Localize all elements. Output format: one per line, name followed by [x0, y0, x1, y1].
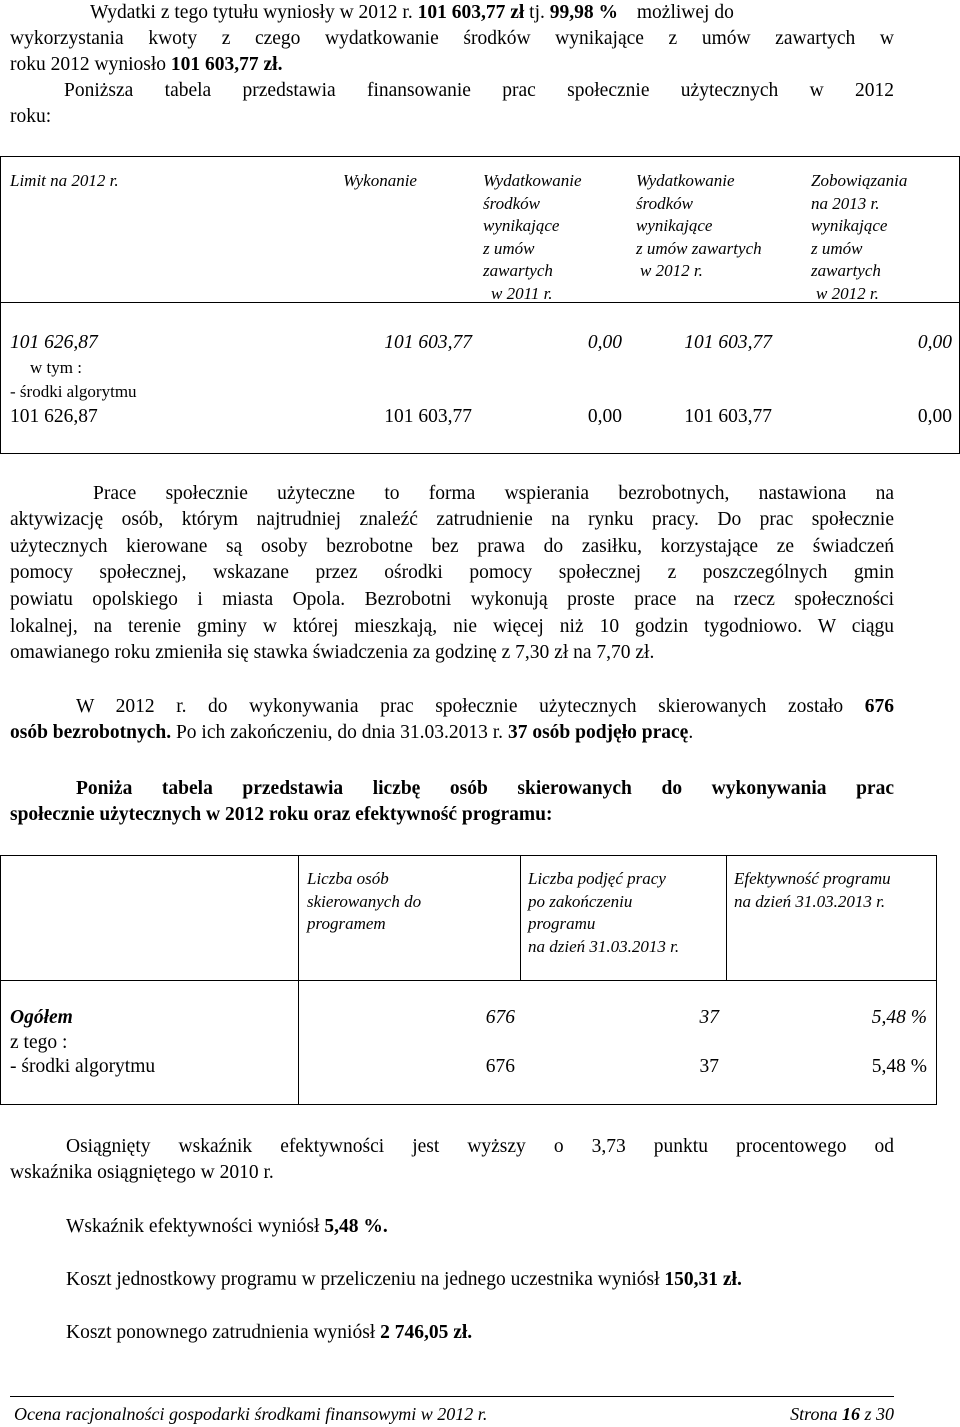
reemployment-cost-value: 2 746,05 zł. [380, 1322, 473, 1343]
intro-line-3 [10, 52, 936, 78]
header-line: Wydatkowanie [483, 171, 582, 190]
header-line: z umów zawartych [636, 238, 762, 258]
intro-line-2: wykorzystania kwoty z czego wydatkowanie środków wynikające z umów zawartych w [10, 28, 894, 49]
header-line: Liczba podjęć pracy [528, 869, 666, 888]
header-line: z umów [483, 238, 535, 258]
row2-limit: 101 626,87 [10, 406, 98, 427]
para-text: Po ich zakończeniu, do dnia 31.03.2013 r. [175, 722, 504, 743]
intro-percent: 99,98 % [549, 2, 619, 23]
row1-wyd2012: 101 603,77 [684, 332, 772, 353]
algorytm-skierowani: 676 [485, 1056, 515, 1077]
para6 [66, 1320, 936, 1346]
header-line: Liczba osób [307, 869, 389, 888]
row-ogolem-label: Ogółem [10, 1007, 73, 1028]
ogolem-podjecia: 37 [699, 1007, 719, 1028]
para-text: Wskaźnik efektywności wyniósł [66, 1216, 320, 1237]
header-podjecia [528, 868, 679, 958]
header-wykonanie: Wykonanie [343, 171, 417, 190]
header-wyd-2012 [636, 170, 762, 283]
row1-wyd2011: 0,00 [587, 332, 622, 353]
row1-zobow: 0,00 [917, 332, 952, 353]
para2-line-1 [76, 694, 894, 720]
intro-line-4: Poniższa tabela przedstawia finansowanie prac społecznie użytecznych w 2012 [64, 80, 894, 101]
header-line: w 2012 r. [816, 283, 879, 303]
para-line: omawianego roku zmieniła się stawka świadczenia za godzinę z 7,30 zł na 7,70 zł. [10, 642, 655, 663]
footer-total: 30 [876, 1404, 894, 1424]
para-line: powiatu opolskiego i miasta Opola. Bezrobotni wykonują proste prace na rzecz społeczności [10, 589, 894, 610]
header-line: programem [307, 914, 386, 933]
header-skierowani [307, 868, 421, 936]
header-line: wynikające [483, 216, 560, 235]
header-line: z umów [811, 238, 863, 258]
header-wyd-2011 [483, 170, 582, 305]
row-srodki-label: - środki algorytmu [10, 1056, 156, 1077]
footer-text: Strona [790, 1404, 838, 1424]
row2-wykonanie: 101 603,77 [384, 406, 472, 427]
row2-zobow: 0,00 [917, 406, 952, 427]
ogolem-skierowani: 676 [485, 1007, 515, 1028]
ogolem-efektywnosc: 5,48 % [871, 1007, 927, 1028]
efficiency-value: 5,48 %. [324, 1216, 388, 1237]
row2-wyd2011: 0,00 [587, 406, 622, 427]
header-line: zawartych [483, 261, 553, 280]
header-line: wynikające [636, 216, 713, 235]
unit-cost-value: 150,31 zł. [664, 1269, 742, 1290]
para-line: aktywizację osób, którym najtrudniej znaleźć zatrudnienie na rynku pracy. Do prac społecznie [10, 509, 894, 530]
header-line: Wydatkowanie [636, 171, 735, 190]
para-text: . [688, 722, 694, 743]
table-col-divider [520, 855, 521, 980]
row1-wykonanie: 101 603,77 [384, 332, 472, 353]
footer-rule [10, 1396, 894, 1397]
table-col-divider [726, 855, 727, 980]
row2-wyd2012: 101 603,77 [684, 406, 772, 427]
para-line: pomocy społecznej, wskazane przez ośrodki pomocy społecznej z poszczególnych gmin [10, 562, 894, 583]
header-line: w 2012 r. [640, 261, 703, 280]
table2-heading-1: Poniża tabela przedstawia liczbę osób skierowanych do wykonywania prac [76, 778, 894, 799]
header-line: Efektywność programu [734, 869, 891, 888]
para5 [66, 1267, 936, 1293]
intro-line-1 [90, 0, 936, 26]
table-col-divider [298, 855, 299, 1104]
header-line: na dzień 31.03.2013 r. [734, 891, 886, 911]
row-subtitle: - środki algorytmu [10, 382, 137, 401]
intro-text: tj. [529, 2, 545, 23]
count-employed: 37 osób podjęło pracę [507, 722, 689, 743]
footer-page-number [700, 1401, 894, 1427]
header-line: po zakończeniu [528, 891, 633, 911]
para-bold: osób bezrobotnych. [10, 722, 172, 743]
para-text: Koszt jednostkowy programu w przeliczeniu na jednego uczestnika wyniósł [66, 1269, 660, 1290]
row-subtitle: w tym : [30, 358, 82, 377]
para-line: użytecznych kierowane są osoby bezrobotne bez prawa do zasiłku, korzystające ze świadczeń [10, 536, 894, 557]
para-line: lokalnej, na terenie gminy w której mieszkają, nie więcej niż 10 godzin tygodniowo. W ciągu [10, 616, 894, 637]
algorytm-podjecia: 37 [699, 1056, 719, 1077]
row1-limit: 101 626,87 [10, 332, 98, 353]
para-line: Prace społecznie użyteczne to forma wspierania bezrobotnych, nastawiona na [93, 483, 894, 504]
header-line: środków [636, 193, 693, 213]
header-line: programu [528, 914, 596, 933]
header-efektywnosc [734, 868, 891, 913]
intro-line-5: roku: [10, 106, 52, 127]
header-line: skierowanych do [307, 891, 422, 911]
para-text: W 2012 r. do wykonywania prac społecznie użytecznych skierowanych zostało [76, 696, 844, 717]
header-line: na 2013 r. [811, 193, 880, 213]
intro-text: roku 2012 wyniosło [10, 54, 166, 75]
header-line: na dzień 31.03.2013 r. [528, 936, 680, 956]
header-line: Zobowiązania [811, 171, 908, 190]
header-line: w 2011 r. [491, 283, 553, 303]
header-zobowiazania [811, 170, 907, 305]
footer-text: z [864, 1404, 872, 1424]
para3-line-1: Osiągnięty wskaźnik efektywności jest wyższy o 3,73 punktu procentowego od [66, 1136, 894, 1157]
intro-amount: 101 603,77 zł [417, 2, 525, 23]
algorytm-efektywnosc: 5,48 % [871, 1056, 927, 1077]
table-divider [0, 980, 936, 981]
intro-text: możliwej do [636, 2, 734, 23]
header-line: zawartych [811, 261, 881, 280]
para-text: Koszt ponownego zatrudnienia wyniósł [66, 1322, 376, 1343]
para2-line-2 [10, 720, 936, 746]
row-ztego-label: z tego : [10, 1032, 68, 1053]
intro-text: Wydatki z tego tytułu wyniosły w 2012 r. [90, 2, 413, 23]
table2-heading-2: społecznie użytecznych w 2012 roku oraz efektywność programu: [10, 804, 553, 825]
para3-line-2: wskaźnika osiągniętego w 2010 r. [10, 1162, 274, 1183]
header-line: wynikające [811, 216, 888, 235]
para4 [66, 1214, 936, 1240]
header-line: środków [483, 193, 540, 213]
footer-page: 16 [841, 1404, 860, 1424]
intro-amount: 101 603,77 zł. [170, 54, 283, 75]
header-limit: Limit na 2012 r. [10, 171, 119, 190]
count-directed: 676 [864, 696, 895, 717]
footer-title: Ocena racjonalności gospodarki środkami finansowymi w 2012 r. [14, 1404, 488, 1424]
